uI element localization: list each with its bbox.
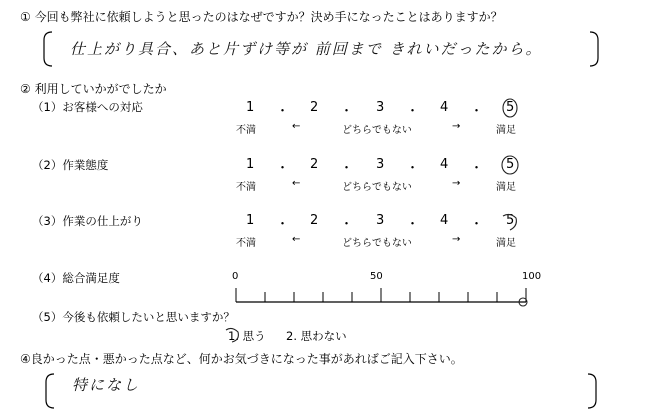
scale-num-2: 2 [310, 100, 319, 115]
scale-right-label: 満足 [496, 125, 516, 136]
arrow-left: ← [292, 234, 301, 245]
scale-left-label: 不満 [236, 125, 256, 136]
scale-num-4: 4 [440, 100, 449, 115]
arrow-left: ← [292, 178, 301, 189]
question-4: ④良かった点・悪かった点など、何かお気づきになった事があればご記入下さい。 [20, 352, 463, 366]
row-label-2: （2）作業態度 [32, 158, 109, 172]
answer-4-handwriting: 特になし [72, 376, 141, 394]
scale-dot: ・ [470, 161, 484, 176]
scale-num-1: 1 [246, 100, 255, 115]
scale-num-1: 1 [246, 213, 255, 228]
scale-left-label: 不満 [236, 182, 256, 193]
repeat-option-1: 1. 思う [228, 329, 266, 343]
gauge-tick-label-50: 50 [370, 271, 383, 282]
scale-dot: ・ [340, 104, 354, 119]
scale-num-1: 1 [246, 157, 255, 172]
scale-dot: ・ [276, 104, 290, 119]
arrow-right: → [452, 121, 461, 132]
scale-num-5: 5 [506, 157, 515, 172]
answer-1-handwriting: 仕上がり具合、あと片ずけ等が 前回まで きれいだったから。 [70, 40, 543, 58]
question-2-heading: ② 利用していかがでしたか [20, 82, 167, 96]
scale-num-4: 4 [440, 213, 449, 228]
gauge-value-mark [519, 298, 527, 306]
scale-middle-label: どちらでもない [342, 182, 412, 193]
scale-middle-label: どちらでもない [342, 125, 412, 136]
answer-4-bracket-left [46, 374, 54, 408]
gauge-tick-label-100: 100 [522, 271, 542, 282]
scale-num-4: 4 [440, 157, 449, 172]
scale-dot: ・ [406, 217, 420, 232]
scale-num-3: 3 [376, 213, 385, 228]
scale-middle-label: どちらでもない [342, 238, 412, 249]
arrow-left: ← [292, 121, 301, 132]
answer-1-bracket-right [590, 32, 598, 66]
gauge-tick-label-0: 0 [232, 271, 239, 282]
row-label-1: （1）お客様への対応 [32, 100, 143, 114]
scale-num-5: 5 [506, 100, 515, 115]
scale-dot: ・ [406, 104, 420, 119]
arrow-right: → [452, 178, 461, 189]
repeat-option-2: 2. 思わない [286, 329, 347, 343]
scale-num-3: 3 [376, 100, 385, 115]
row-label-3: （3）作業の仕上がり [32, 214, 143, 228]
question-1: ① 今回も弊社に依頼しようと思ったのはなぜですか？決め手になったことはありますか？ [20, 10, 503, 24]
repeat-question-label: （5）今後も依頼したいと思いますか？ [32, 310, 235, 324]
answer-1-bracket-left [44, 32, 52, 66]
scale-num-3: 3 [376, 157, 385, 172]
scale-dot: ・ [470, 104, 484, 119]
arrow-right: → [452, 234, 461, 245]
overall-satisfaction-label: （4）総合満足度 [32, 271, 120, 285]
scale-right-label: 満足 [496, 238, 516, 249]
answer-4-bracket-right [588, 374, 596, 408]
scale-dot: ・ [276, 217, 290, 232]
scale-dot: ・ [470, 217, 484, 232]
scale-dot: ・ [406, 161, 420, 176]
scale-left-label: 不満 [236, 238, 256, 249]
scale-num-2: 2 [310, 213, 319, 228]
scale-dot: ・ [276, 161, 290, 176]
scale-num-5: 5 [506, 213, 515, 228]
scale-right-label: 満足 [496, 182, 516, 193]
scale-dot: ・ [340, 217, 354, 232]
overall-satisfaction-gauge [236, 288, 527, 306]
scale-num-2: 2 [310, 157, 319, 172]
scale-dot: ・ [340, 161, 354, 176]
